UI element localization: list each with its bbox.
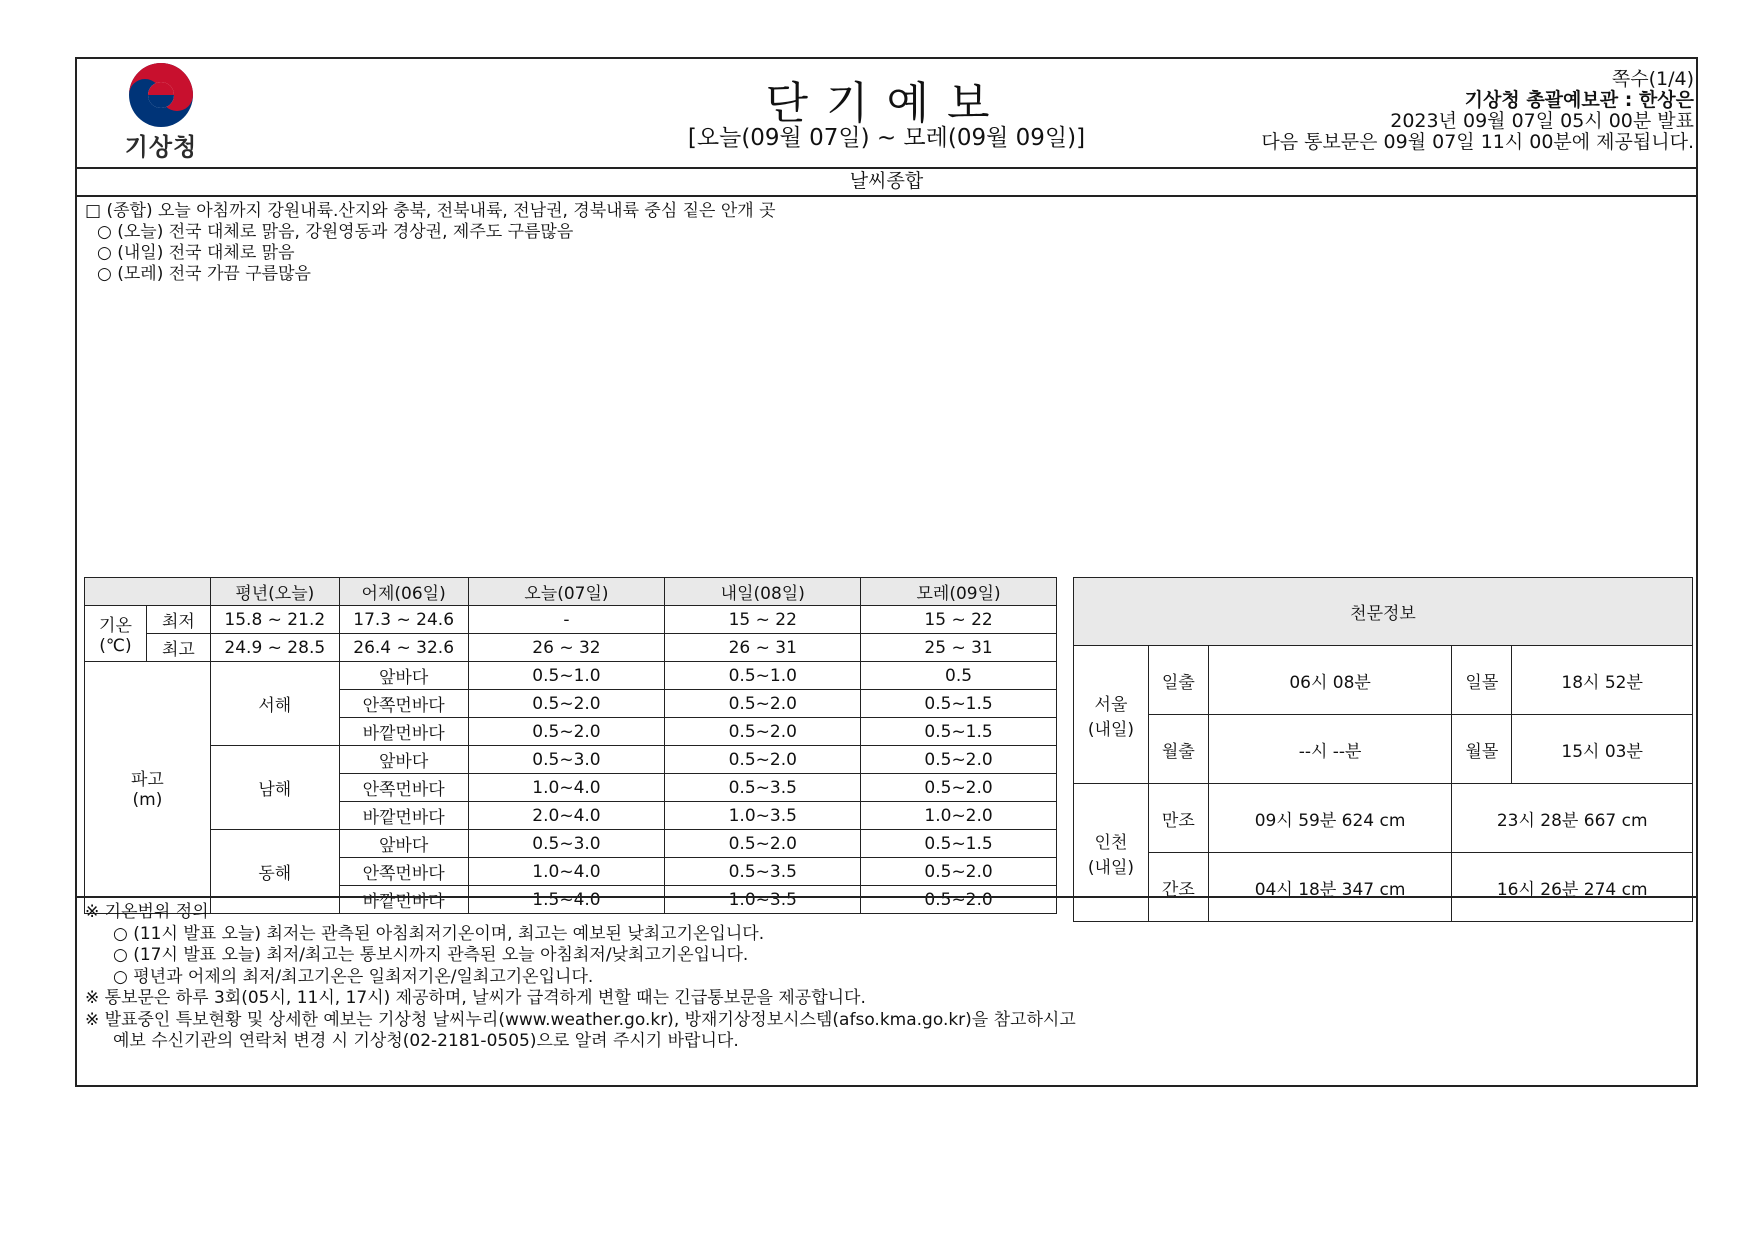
column-header: 오늘(07일): [468, 578, 665, 606]
forecast-document: [75, 57, 1698, 1087]
table-cell: 1.0~3.5: [665, 802, 861, 830]
table-cell: 1.0~2.0: [861, 802, 1057, 830]
issue-info: [1261, 69, 1694, 153]
weather-summary: [85, 201, 776, 285]
table-cell: 0.5~1.5: [861, 690, 1057, 718]
note-line: 예보 수신기관의 연락처 변경 시 기상청(02-2181-0505)으로 알려 주시기 바랍니다.: [113, 1031, 739, 1051]
astronomy-table: [1073, 577, 1693, 922]
row-label: 최고: [146, 634, 210, 662]
issue-time: 2023년 09월 07일 05시 00분 발표: [1390, 110, 1694, 132]
row-label: 월출: [1148, 715, 1208, 784]
row-label: 만조: [1148, 784, 1208, 853]
table-cell: 0.5~2.0: [665, 830, 861, 858]
table-cell: 0.5~2.0: [861, 746, 1057, 774]
table-header-row: [85, 578, 1057, 606]
sea-name: 서해: [210, 662, 339, 746]
table-cell: 0.5~2.0: [665, 718, 861, 746]
column-header: 내일(08일): [665, 578, 861, 606]
table-cell: 24.9 ~ 28.5: [210, 634, 339, 662]
forecast-table: [84, 577, 1057, 914]
table-cell: 26 ~ 31: [665, 634, 861, 662]
zone-label: 앞바다: [339, 746, 468, 774]
table-cell: 0.5~2.0: [665, 746, 861, 774]
table-cell: 09시 59분 624 cm: [1208, 784, 1452, 853]
table-cell: 18시 52분: [1512, 646, 1693, 715]
table-cell: 0.5~1.0: [665, 662, 861, 690]
table-cell: 17.3 ~ 24.6: [339, 606, 468, 634]
row-label: 월몰: [1452, 715, 1512, 784]
footnotes: [77, 896, 1696, 1053]
summary-line: ○ (내일) 전국 대체로 맑음: [97, 243, 295, 263]
table-cell: 26 ~ 32: [468, 634, 665, 662]
zone-label: 안쪽먼바다: [339, 690, 468, 718]
column-header: 어제(06일): [339, 578, 468, 606]
table-cell: 1.5~4.0: [468, 886, 665, 914]
row-label: 일몰: [1452, 646, 1512, 715]
table-cell: 2.0~4.0: [468, 802, 665, 830]
table-cell: 23시 28분 667 cm: [1452, 784, 1693, 853]
table-cell: 04시 18분 347 cm: [1208, 853, 1452, 922]
column-header: 모레(09일): [861, 578, 1057, 606]
table-row: [85, 662, 1057, 690]
column-header: 평년(오늘): [210, 578, 339, 606]
table-row: [1074, 715, 1693, 784]
note-line: ※ 기온범위 정의: [85, 902, 209, 922]
row-label: 최저: [146, 606, 210, 634]
table-row: [85, 746, 1057, 774]
table-cell: 0.5~1.5: [861, 830, 1057, 858]
page-number: 쪽수(1/4): [1611, 68, 1694, 90]
table-cell: 1.0~3.5: [665, 886, 861, 914]
table-cell: --시 --분: [1208, 715, 1452, 784]
row-label: 일출: [1148, 646, 1208, 715]
table-cell: 1.0~4.0: [468, 858, 665, 886]
table-cell: 0.5~3.0: [468, 830, 665, 858]
summary-line: ○ (모레) 전국 가끔 구름많음: [97, 264, 311, 284]
logo-text: 기상청: [124, 133, 198, 161]
note-line: ○ (17시 발표 오늘) 최저/최고는 통보시까지 관측된 오늘 아침최저/낮최고기온입니다.: [113, 945, 749, 965]
table-cell: 0.5~2.0: [861, 774, 1057, 802]
zone-label: 안쪽먼바다: [339, 858, 468, 886]
table-cell: 15 ~ 22: [861, 606, 1057, 634]
zone-label: 앞바다: [339, 830, 468, 858]
next-bulletin: 다음 통보문은 09월 07일 11시 00분에 제공됩니다.: [1261, 131, 1694, 153]
row-label: 간조: [1148, 853, 1208, 922]
summary-line: □ (종합) 오늘 아침까지 강원내륙.산지와 충북, 전북내륙, 전남권, 경북내륙 중심 짙은 안개 곳: [85, 201, 776, 221]
zone-label: 바깥먼바다: [339, 718, 468, 746]
table-cell: 15.8 ~ 21.2: [210, 606, 339, 634]
table-row: [1074, 646, 1693, 715]
document-header: [77, 59, 1696, 169]
zone-label: 바깥먼바다: [339, 802, 468, 830]
zone-label: 안쪽먼바다: [339, 774, 468, 802]
table-cell: 0.5~2.0: [861, 886, 1057, 914]
note-line: ※ 통보문은 하루 3회(05시, 11시, 17시) 제공하며, 날씨가 급격하게 변할 때는 긴급통보문을 제공합니다.: [85, 988, 866, 1008]
table-cell: 25 ~ 31: [861, 634, 1057, 662]
table-cell: 1.0~4.0: [468, 774, 665, 802]
sea-name: 동해: [210, 830, 339, 914]
forecast-period: [오늘(09월 07일) ~ 모레(09월 09일)]: [687, 125, 1086, 151]
table-cell: 06시 08분: [1208, 646, 1452, 715]
document-title: 단기예보: [765, 78, 1008, 129]
table-row: [85, 606, 1057, 634]
corner-cell: [85, 578, 211, 606]
table-cell: 0.5~2.0: [468, 718, 665, 746]
summary-line: ○ (오늘) 전국 대체로 맑음, 강원영동과 경상권, 제주도 구름많음: [97, 222, 574, 242]
table-cell: 15시 03분: [1512, 715, 1693, 784]
zone-label: 바깥먼바다: [339, 886, 468, 914]
table-cell: 0.5~2.0: [665, 690, 861, 718]
city-label: 서울 (내일): [1074, 646, 1149, 784]
note-line: ○ 평년과 어제의 최저/최고기온은 일최저기온/일최고기온입니다.: [113, 966, 594, 987]
table-row: [85, 634, 1057, 662]
sea-name: 남해: [210, 746, 339, 830]
table-cell: 0.5~2.0: [861, 858, 1057, 886]
astronomy-title: 천문정보: [1074, 578, 1693, 646]
table-cell: 15 ~ 22: [665, 606, 861, 634]
table-cell: 0.5~3.5: [665, 774, 861, 802]
wave-height-label: 파고 (m): [85, 662, 211, 914]
table-cell: 0.5~3.0: [468, 746, 665, 774]
table-cell: 0.5~1.5: [861, 718, 1057, 746]
zone-label: 앞바다: [339, 662, 468, 690]
temperature-label: 기온 (℃): [85, 606, 147, 662]
forecaster-name: 기상청 총괄예보관 : 한상은: [1464, 89, 1694, 111]
table-cell: 0.5~3.5: [665, 858, 861, 886]
city-label: 인천 (내일): [1074, 784, 1149, 922]
table-row: [1074, 784, 1693, 853]
table-cell: 0.5: [861, 662, 1057, 690]
table-cell: 0.5~1.0: [468, 662, 665, 690]
table-cell: 26.4 ~ 32.6: [339, 634, 468, 662]
table-cell: 16시 26분 274 cm: [1452, 853, 1693, 922]
note-line: ○ (11시 발표 오늘) 최저는 관측된 아침최저기온이며, 최고는 예보된 낮최고기온입니다.: [113, 923, 765, 944]
weather-summary-heading: 날씨종합: [77, 167, 1696, 197]
table-row: [85, 830, 1057, 858]
table-cell: -: [468, 606, 665, 634]
note-line: ※ 발표중인 특보현황 및 상세한 예보는 기상청 날씨누리(www.weather.go.kr), 방재기상정보시스템(afso.kma.go.kr)을 참고하시고: [85, 1009, 1076, 1030]
table-cell: 0.5~2.0: [468, 690, 665, 718]
